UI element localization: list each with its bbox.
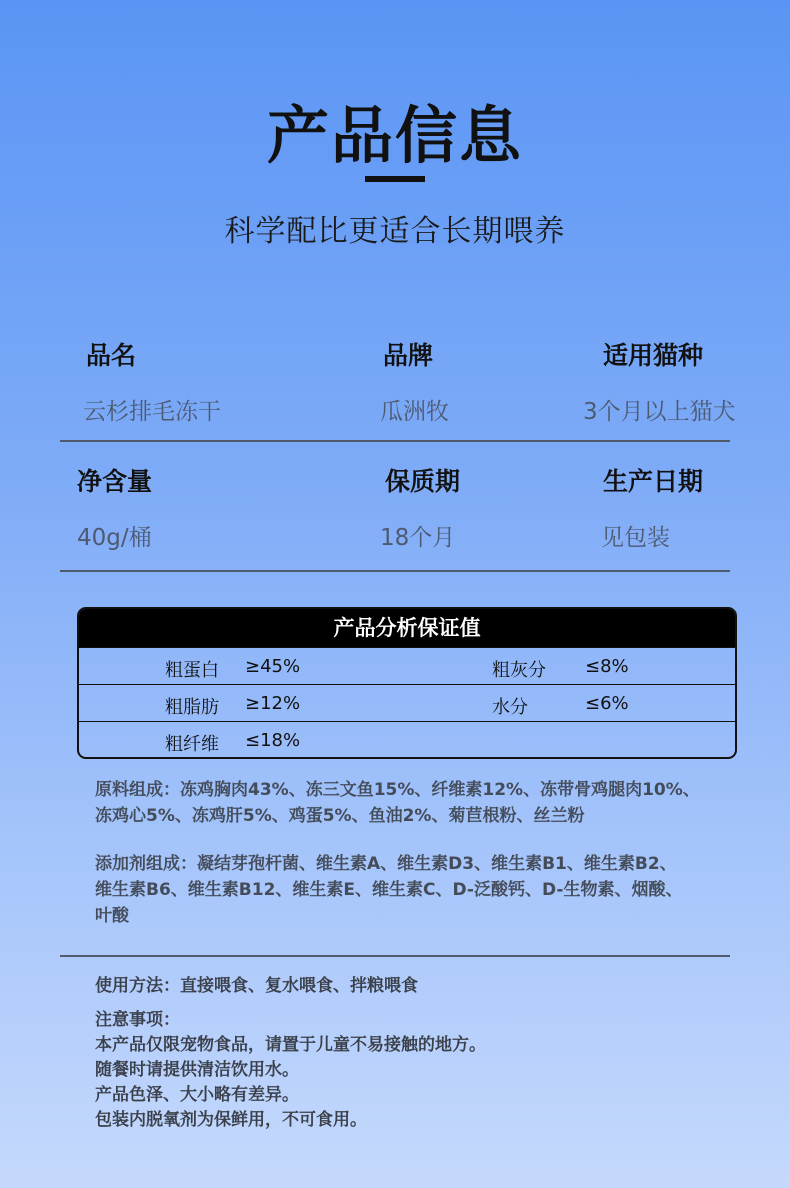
page-title: 产品信息 xyxy=(266,99,523,172)
shelf-life-label: 保质期 xyxy=(385,467,461,496)
usage-method: 使用方法：直接喂食、复水喂食、拌粮喂食 xyxy=(95,976,418,996)
nutrient-value: ≤6% xyxy=(585,693,629,714)
note-item: 本产品仅限宠物食品，请置于儿童不易接触的地方。 xyxy=(95,1035,486,1055)
table-row xyxy=(79,722,735,758)
brand-label: 品牌 xyxy=(383,341,434,370)
additives-text xyxy=(95,851,682,929)
shelf-life-value: 18个月 xyxy=(380,525,456,551)
additives-line: 维生素B6、维生素B12、维生素E、维生素C、D-泛酸钙、D-生物素、烟酸、 xyxy=(95,880,683,900)
nutrient-value: ≤18% xyxy=(245,730,301,751)
divider-line xyxy=(60,570,730,572)
ingredients-text xyxy=(95,777,700,829)
nutrient-name: 水分 xyxy=(492,697,528,718)
table-row xyxy=(79,647,735,685)
brand-value: 瓜洲牧 xyxy=(380,399,449,425)
nutrient-value: ≥45% xyxy=(245,656,301,677)
nutrient-name: 粗纤维 xyxy=(165,734,219,755)
production-date-value: 见包装 xyxy=(601,525,670,551)
production-date-label: 生产日期 xyxy=(603,467,704,496)
notes-title: 注意事项： xyxy=(95,1010,180,1030)
nutrient-value: ≤8% xyxy=(585,656,629,677)
nutrient-name: 粗灰分 xyxy=(492,660,546,681)
analysis-table-title: 产品分析保证值 xyxy=(79,609,735,647)
note-item: 包装内脱氧剂为保鲜用，不可食用。 xyxy=(95,1110,367,1130)
nutrient-name: 粗脂肪 xyxy=(165,697,219,718)
page-subtitle: 科学配比更适合长期喂养 xyxy=(224,214,566,249)
suitable-pet-label: 适用猫种 xyxy=(603,341,704,370)
table-row xyxy=(79,685,735,722)
suitable-pet-value: 3个月以上猫犬 xyxy=(583,399,736,425)
nutrient-name: 粗蛋白 xyxy=(165,660,219,681)
product-name-label: 品名 xyxy=(86,341,137,370)
net-weight-label: 净含量 xyxy=(77,467,153,496)
ingredients-line: 冻鸡心5%、冻鸡肝5%、鸡蛋5%、鱼油2%、菊苣根粉、丝兰粉 xyxy=(95,806,585,826)
note-item: 随餐时请提供清洁饮用水。 xyxy=(95,1060,299,1080)
ingredients-line: 原料组成：冻鸡胸肉43%、冻三文鱼15%、纤维素12%、冻带骨鸡腿肉10%、 xyxy=(95,780,700,800)
additives-line: 添加剂组成：凝结芽孢杆菌、维生素A、维生素D3、维生素B1、维生素B2、 xyxy=(95,854,677,874)
title-divider xyxy=(365,176,425,182)
notes-section xyxy=(95,1008,486,1133)
net-weight-value: 40g/桶 xyxy=(77,525,152,551)
divider-line xyxy=(60,440,730,442)
note-item: 产品色泽、大小略有差异。 xyxy=(95,1085,299,1105)
additives-line: 叶酸 xyxy=(95,906,129,926)
nutrient-value: ≥12% xyxy=(245,693,301,714)
divider-line xyxy=(60,955,730,957)
product-name-value: 云杉排毛冻干 xyxy=(83,399,221,425)
analysis-table xyxy=(77,607,737,759)
